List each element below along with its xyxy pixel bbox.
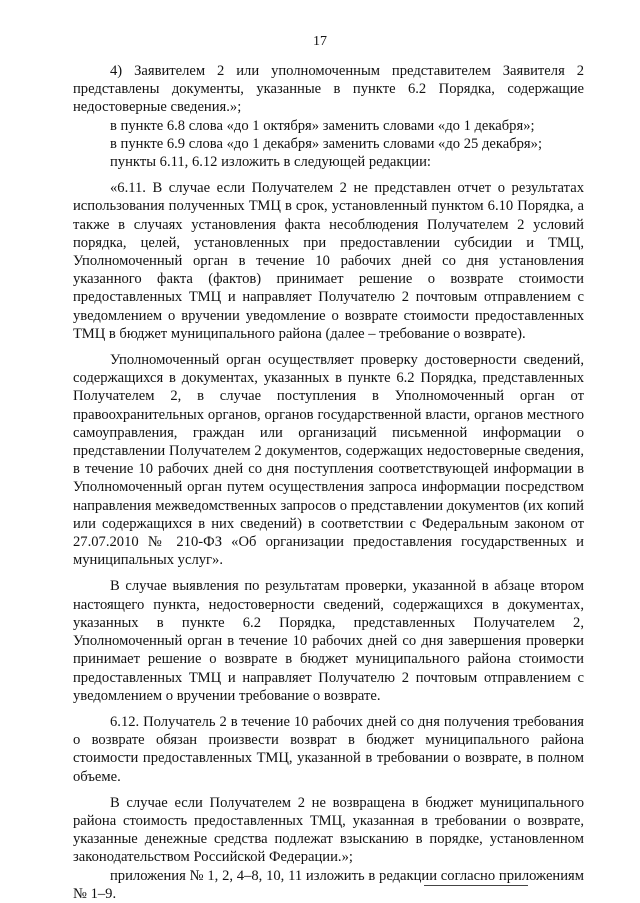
- paragraph-inaccuracy-detected: В случае выявления по результатам проверки, указанной в абзаце втором настоящего пункта, недостоверности сведений, содержащихся в документах, указанных в пункте 6.2 Порядка, представленных Получателем 2, Уполномоченный орган в течение 10 рабочих дней со дня завершения проверки принимает решение о возврате в бюджет муниципального района стоимости предоставленных ТМЦ и направляет Получателю 2 почтовым отправлением с уведомлением о вручении требование о возврате.: [73, 578, 584, 704]
- paragraph-annexes: приложения № 1, 2, 4–8, 10, 11 изложить в редакции согласно приложениям № 1–9.: [73, 867, 584, 902]
- paragraph-6-12: 6.12. Получатель 2 в течение 10 рабочих дней со дня получения требования о возврате обязан произвести возврат в бюджет муниципального района стоимости предоставленных ТМЦ, указанной в требовании о возврате, в полном объеме.: [73, 713, 584, 785]
- paragraph-amend-6-11-6-12: пункты 6.11, 6.12 изложить в следующей редакции:: [110, 154, 431, 171]
- paragraph-amend-6-9: в пункте 6.9 слова «до 1 декабря» заменить словами «до 25 декабря»;: [110, 135, 542, 152]
- document-body: [73, 62, 584, 903]
- paragraph-recovery: В случае если Получателем 2 не возвращена в бюджет муниципального района стоимость предоставленных ТМЦ, указанная в требовании о возврате, указанные денежные средства подлежат взысканию в порядке, установленном законодательством Российской Федерации.»;: [73, 794, 584, 866]
- footer-rule: [424, 885, 528, 886]
- paragraph-amend-6-8: в пункте 6.8 слова «до 1 октября» заменить словами «до 1 декабря»;: [110, 117, 535, 134]
- paragraph-verification: Уполномоченный орган осуществляет проверку достоверности сведений, содержащихся в документах, указанных в пункте 6.2 Порядка, представленных Получателем 2, в случае поступления в Уполномоченный орган от правоохранительных органов, органов государственной власти, органов местного самоуправления, граждан или организаций письменной информации о представлении Получателем 2 документов, содержащих недостоверные сведения, в течение 10 рабочих дней со дня поступления соответствующей информации в Уполномоченный орган путем осуществления запроса информации посредством направления межведомственных запросов о представлении документов (их копий или содержащихся в них сведений) в соответствии с Федеральным законом от 27.07.2010 № 210-ФЗ «Об организации предоставления государственных и муниципальных услуг».: [73, 352, 584, 569]
- page-number: 17: [313, 34, 327, 49]
- paragraph-6-11: «6.11. В случае если Получателем 2 не представлен отчет о результатах использования полученных ТМЦ в срок, установленный пунктом 6.10 Порядка, а также в случаях установления факта несоблюдения Получателем 2 условий порядка, целей, установленных при предоставлении субсидии и ТМЦ, Уполномоченный орган в течение 10 рабочих дней со дня установления указанного факта (фактов) принимает решение о возврате стоимости предоставленных ТМЦ и направляет Получателю 2 почтовым отправлением с уведомлением о вручении уведомление о возврате стоимости предоставленных ТМЦ в бюджет муниципального района (далее – требование о возврате).: [73, 180, 584, 342]
- paragraph-item-4: 4) Заявителем 2 или уполномоченным представителем Заявителя 2 представлены документы, указанные в пункте 6.2 Порядка, содержащие недостоверные сведения.»;: [73, 63, 584, 116]
